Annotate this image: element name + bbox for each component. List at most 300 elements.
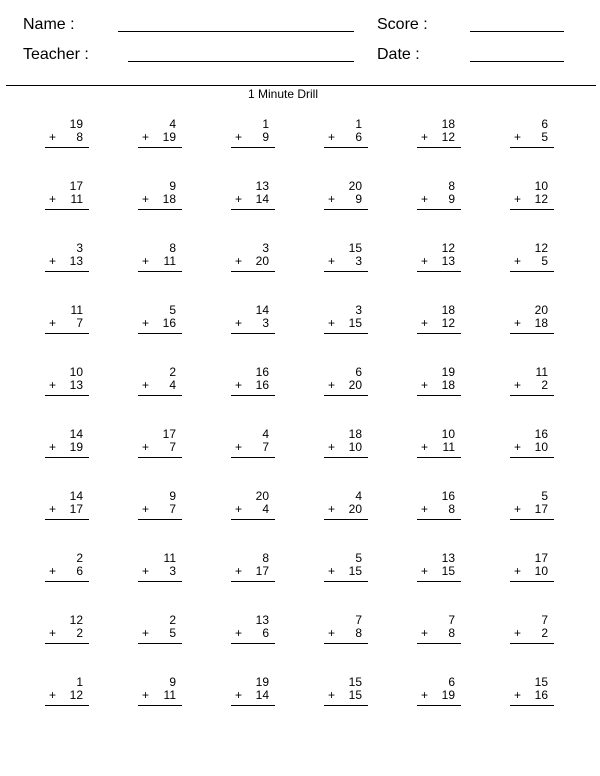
addition-problem [45,180,89,212]
answer-line[interactable] [45,395,89,396]
addend-bottom: 19 [69,440,83,454]
plus-operator: + [142,130,150,144]
addend-top: 12 [534,241,548,255]
answer-line[interactable] [417,705,461,706]
plus-operator: + [142,440,150,454]
addend-top: 16 [534,427,548,441]
plus-operator: + [421,502,429,516]
answer-line[interactable] [45,271,89,272]
addend-bottom: 13 [441,254,455,268]
addend-top: 1 [355,117,362,131]
addend-bottom: 3 [262,316,269,330]
answer-line[interactable] [231,395,275,396]
addend-bottom: 13 [69,378,83,392]
addition-problem [138,118,182,150]
addend-bottom: 11 [70,192,83,206]
drill-title: 1 Minute Drill [247,87,319,101]
plus-operator: + [421,192,429,206]
answer-line[interactable] [324,147,368,148]
answer-line[interactable] [417,395,461,396]
addition-problem [417,552,461,584]
addend-bottom: 7 [76,316,83,330]
addend-top: 13 [255,613,269,627]
plus-operator: + [235,440,243,454]
addition-problem [231,304,275,336]
answer-line[interactable] [324,395,368,396]
plus-operator: + [49,502,57,516]
addend-top: 8 [448,179,455,193]
plus-operator: + [49,688,57,702]
addend-top: 6 [448,675,455,689]
answer-line[interactable] [324,643,368,644]
addend-top: 10 [441,427,455,441]
answer-line[interactable] [138,643,182,644]
plus-operator: + [328,502,336,516]
addend-top: 13 [255,179,269,193]
addend-top: 15 [348,241,362,255]
addend-top: 1 [76,675,83,689]
answer-line[interactable] [45,147,89,148]
addend-top: 9 [169,675,176,689]
plus-operator: + [142,316,150,330]
addend-top: 12 [69,613,83,627]
plus-operator: + [235,316,243,330]
answer-line[interactable] [324,457,368,458]
addition-problem [324,304,368,336]
addition-problem [510,242,554,274]
plus-operator: + [328,688,336,702]
plus-operator: + [328,626,336,640]
addend-top: 10 [534,179,548,193]
answer-line[interactable] [45,209,89,210]
addend-bottom: 12 [441,316,455,330]
addition-problem [417,676,461,708]
answer-line[interactable] [138,705,182,706]
plus-operator: + [142,502,150,516]
addition-problem [417,366,461,398]
addend-top: 15 [348,675,362,689]
addition-problem [324,552,368,584]
addend-bottom: 7 [262,440,269,454]
plus-operator: + [514,564,522,578]
plus-operator: + [514,688,522,702]
addend-bottom: 11 [163,688,176,702]
addition-problem [510,614,554,646]
addend-bottom: 9 [448,192,455,206]
addend-top: 7 [541,613,548,627]
addend-bottom: 20 [348,378,362,392]
addition-problem [45,428,89,460]
addend-bottom: 2 [76,626,83,640]
addition-problem [138,428,182,460]
answer-line[interactable] [231,147,275,148]
addend-top: 15 [534,675,548,689]
answer-line[interactable] [510,643,554,644]
plus-operator: + [142,564,150,578]
addend-top: 17 [162,427,176,441]
addition-problem [324,490,368,522]
plus-operator: + [421,254,429,268]
addition-problem [324,676,368,708]
addend-bottom: 15 [441,564,455,578]
addend-top: 14 [255,303,269,317]
addition-problem [417,490,461,522]
addend-bottom: 16 [162,316,176,330]
addition-problem [231,428,275,460]
addition-problem [231,118,275,150]
answer-line[interactable] [231,643,275,644]
addend-bottom: 12 [534,192,548,206]
addend-bottom: 15 [348,316,362,330]
plus-operator: + [235,254,243,268]
addition-problem [510,304,554,336]
plus-operator: + [421,440,429,454]
addend-top: 3 [355,303,362,317]
addend-top: 13 [441,551,455,565]
answer-line[interactable] [231,581,275,582]
answer-line[interactable] [510,395,554,396]
answer-line[interactable] [138,457,182,458]
plus-operator: + [421,626,429,640]
plus-operator: + [49,378,57,392]
addend-bottom: 3 [169,564,176,578]
addition-problem [417,614,461,646]
addend-top: 7 [448,613,455,627]
plus-operator: + [235,130,243,144]
addition-problem [231,180,275,212]
addition-problem [324,180,368,212]
answer-line[interactable] [138,147,182,148]
answer-line[interactable] [138,519,182,520]
answer-line[interactable] [324,209,368,210]
plus-operator: + [235,564,243,578]
addend-top: 18 [441,303,455,317]
answer-line[interactable] [417,519,461,520]
answer-line[interactable] [510,333,554,334]
plus-operator: + [49,564,57,578]
answer-line[interactable] [510,271,554,272]
plus-operator: + [235,626,243,640]
addend-top: 2 [169,365,176,379]
addition-problem [45,366,89,398]
addition-problem [138,304,182,336]
addend-bottom: 19 [162,130,176,144]
addend-top: 9 [169,489,176,503]
addend-top: 10 [69,365,83,379]
addition-problem [324,242,368,274]
addition-problem [417,242,461,274]
addition-problem [510,180,554,212]
date-label: Date : [377,46,420,63]
answer-line[interactable] [45,519,89,520]
answer-line[interactable] [324,581,368,582]
addend-top: 2 [169,613,176,627]
addition-problem [510,118,554,150]
answer-line[interactable] [417,581,461,582]
answer-line[interactable] [45,333,89,334]
addend-top: 9 [169,179,176,193]
addition-problem [324,614,368,646]
addend-top: 11 [535,365,548,379]
addend-bottom: 19 [441,688,455,702]
addition-problem [510,428,554,460]
addend-bottom: 2 [541,626,548,640]
addend-bottom: 17 [255,564,269,578]
answer-line[interactable] [324,271,368,272]
plus-operator: + [514,254,522,268]
addition-problem [510,366,554,398]
addition-problem [45,552,89,584]
addend-bottom: 15 [348,688,362,702]
addition-problem [231,676,275,708]
plus-operator: + [328,254,336,268]
addend-top: 5 [541,489,548,503]
addend-top: 7 [355,613,362,627]
answer-line[interactable] [138,333,182,334]
addend-bottom: 11 [442,440,455,454]
addend-bottom: 12 [441,130,455,144]
addend-bottom: 8 [448,502,455,516]
plus-operator: + [421,688,429,702]
plus-operator: + [235,688,243,702]
addition-problem [138,614,182,646]
answer-line[interactable] [138,581,182,582]
plus-operator: + [328,130,336,144]
answer-line[interactable] [324,705,368,706]
plus-operator: + [328,440,336,454]
plus-operator: + [49,192,57,206]
plus-operator: + [49,254,57,268]
name-label: Name : [23,16,75,33]
score-label: Score : [377,16,428,33]
addition-problem [138,180,182,212]
addend-bottom: 6 [76,564,83,578]
addend-bottom: 16 [255,378,269,392]
answer-line[interactable] [231,271,275,272]
answer-line[interactable] [231,333,275,334]
addend-top: 1 [262,117,269,131]
addition-problem [510,676,554,708]
addend-bottom: 10 [534,440,548,454]
plus-operator: + [514,192,522,206]
answer-line[interactable] [510,519,554,520]
plus-operator: + [49,316,57,330]
addend-bottom: 10 [534,564,548,578]
addend-bottom: 17 [69,502,83,516]
addition-problem [417,304,461,336]
addition-problem [231,490,275,522]
addend-top: 14 [69,489,83,503]
plus-operator: + [421,564,429,578]
addend-top: 6 [355,365,362,379]
addend-bottom: 4 [169,378,176,392]
addend-bottom: 15 [348,564,362,578]
addend-top: 6 [541,117,548,131]
addend-bottom: 5 [169,626,176,640]
plus-operator: + [142,254,150,268]
addition-problem [510,552,554,584]
answer-line[interactable] [417,209,461,210]
plus-operator: + [235,502,243,516]
addend-top: 8 [262,551,269,565]
plus-operator: + [514,130,522,144]
addition-problem [45,118,89,150]
addend-bottom: 8 [448,626,455,640]
answer-line[interactable] [417,457,461,458]
answer-line[interactable] [510,581,554,582]
plus-operator: + [235,192,243,206]
addend-bottom: 20 [348,502,362,516]
answer-line[interactable] [45,581,89,582]
plus-operator: + [328,564,336,578]
plus-operator: + [514,316,522,330]
answer-line[interactable] [510,147,554,148]
addend-bottom: 17 [534,502,548,516]
addend-top: 16 [255,365,269,379]
addend-bottom: 14 [255,688,269,702]
plus-operator: + [514,502,522,516]
answer-line[interactable] [45,705,89,706]
addend-bottom: 18 [441,378,455,392]
addend-top: 3 [76,241,83,255]
addend-top: 3 [262,241,269,255]
answer-line[interactable] [510,457,554,458]
plus-operator: + [514,440,522,454]
answer-line[interactable] [231,209,275,210]
addition-problem [417,118,461,150]
answer-line[interactable] [417,333,461,334]
addend-top: 19 [255,675,269,689]
addend-bottom: 4 [262,502,269,516]
addend-top: 19 [69,117,83,131]
answer-line[interactable] [417,147,461,148]
addition-problem [417,428,461,460]
plus-operator: + [142,192,150,206]
addend-top: 8 [169,241,176,255]
addend-bottom: 7 [169,502,176,516]
answer-line[interactable] [138,209,182,210]
addend-top: 17 [534,551,548,565]
addend-bottom: 3 [355,254,362,268]
addend-bottom: 18 [534,316,548,330]
addition-problem [324,428,368,460]
addend-top: 11 [70,303,83,317]
answer-line[interactable] [138,271,182,272]
addend-top: 12 [441,241,455,255]
answer-line[interactable] [324,519,368,520]
addend-bottom: 14 [255,192,269,206]
addend-bottom: 6 [262,626,269,640]
plus-operator: + [142,378,150,392]
addend-top: 4 [262,427,269,441]
addition-problem [231,242,275,274]
answer-line[interactable] [324,333,368,334]
addend-top: 5 [169,303,176,317]
addition-problem [324,118,368,150]
addend-top: 11 [163,551,176,565]
answer-line[interactable] [417,643,461,644]
addition-problem [324,366,368,398]
answer-line[interactable] [138,395,182,396]
addend-bottom: 5 [541,130,548,144]
plus-operator: + [49,440,57,454]
addend-bottom: 18 [162,192,176,206]
addition-problem [138,552,182,584]
addend-bottom: 6 [355,130,362,144]
addend-top: 16 [441,489,455,503]
addend-top: 18 [441,117,455,131]
plus-operator: + [421,316,429,330]
addition-problem [45,304,89,336]
answer-line[interactable] [45,457,89,458]
addend-top: 19 [441,365,455,379]
answer-line[interactable] [417,271,461,272]
addition-problem [417,180,461,212]
addend-bottom: 8 [355,626,362,640]
addend-top: 20 [255,489,269,503]
plus-operator: + [421,130,429,144]
addend-top: 2 [76,551,83,565]
addend-bottom: 7 [169,440,176,454]
plus-operator: + [142,688,150,702]
plus-operator: + [328,192,336,206]
addend-top: 18 [348,427,362,441]
addition-problem [138,676,182,708]
addition-problem [138,366,182,398]
addend-bottom: 9 [355,192,362,206]
addition-problem [45,614,89,646]
addition-problem [138,242,182,274]
teacher-label: Teacher : [23,46,89,63]
addend-bottom: 2 [541,378,548,392]
addition-problem [510,490,554,522]
addend-bottom: 10 [348,440,362,454]
addend-bottom: 11 [163,254,176,268]
plus-operator: + [49,626,57,640]
addition-problem [45,490,89,522]
addition-problem [231,552,275,584]
answer-line[interactable] [231,457,275,458]
addition-problem [45,242,89,274]
addend-top: 20 [534,303,548,317]
addend-bottom: 13 [69,254,83,268]
addend-top: 4 [169,117,176,131]
addend-bottom: 8 [76,130,83,144]
plus-operator: + [514,378,522,392]
plus-operator: + [328,378,336,392]
addend-bottom: 5 [541,254,548,268]
answer-line[interactable] [510,209,554,210]
plus-operator: + [328,316,336,330]
addend-top: 14 [69,427,83,441]
addend-top: 4 [355,489,362,503]
addend-bottom: 16 [534,688,548,702]
addend-bottom: 12 [69,688,83,702]
answer-line[interactable] [231,519,275,520]
addition-problem [45,676,89,708]
addend-top: 5 [355,551,362,565]
addition-problem [231,366,275,398]
answer-line[interactable] [231,705,275,706]
plus-operator: + [235,378,243,392]
plus-operator: + [142,626,150,640]
plus-operator: + [514,626,522,640]
addend-top: 17 [69,179,83,193]
addend-bottom: 20 [255,254,269,268]
plus-operator: + [421,378,429,392]
answer-line[interactable] [510,705,554,706]
answer-line[interactable] [45,643,89,644]
